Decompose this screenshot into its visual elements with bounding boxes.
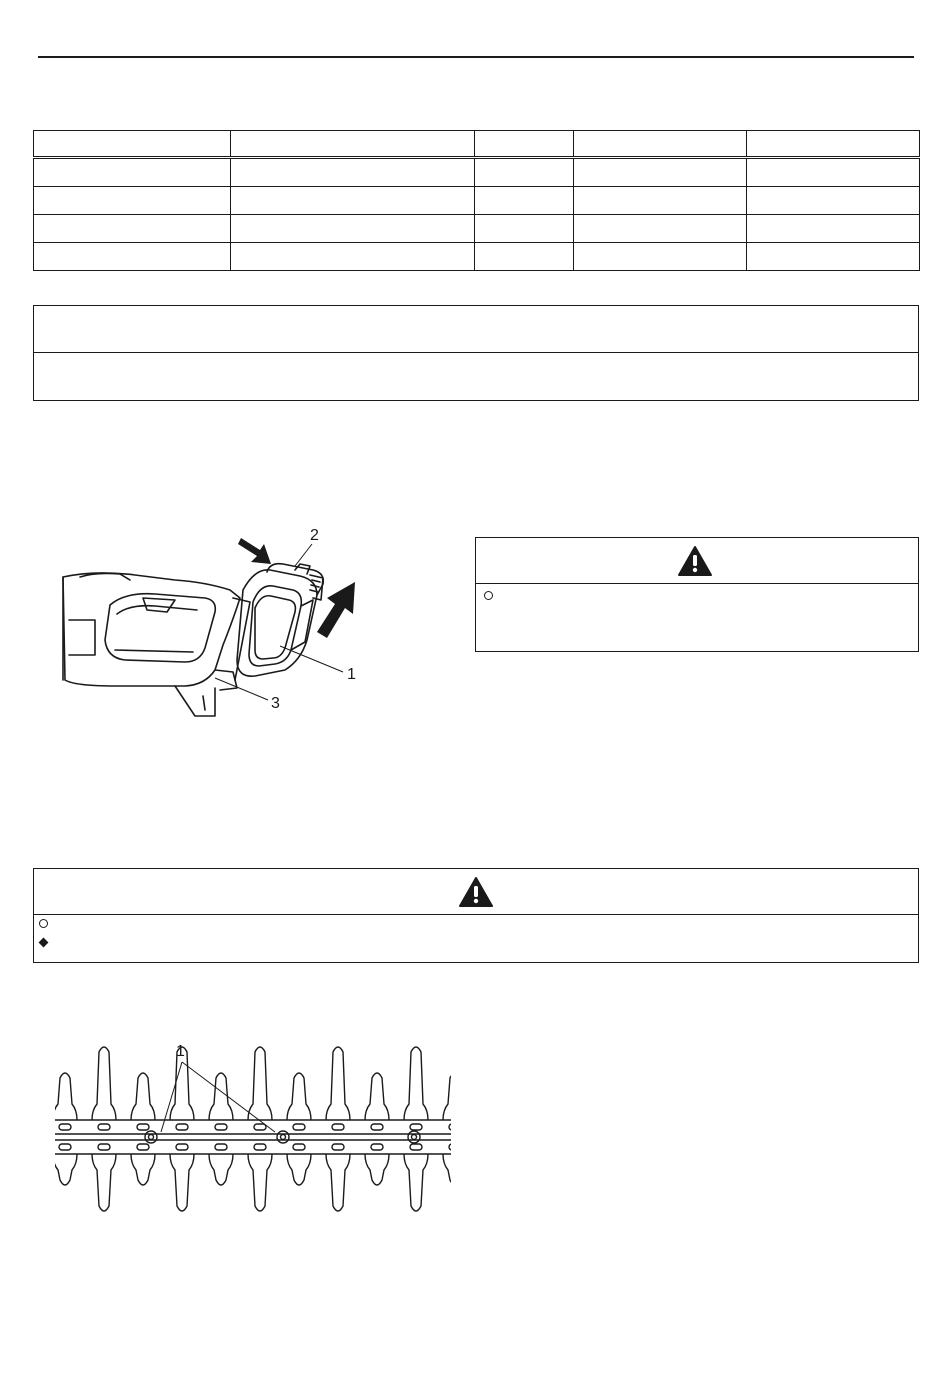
blade-slot — [176, 1144, 188, 1150]
callout-1: 1 — [176, 1043, 185, 1060]
warning-item — [39, 919, 56, 928]
blade-rivet-center — [281, 1135, 286, 1140]
table-cell — [574, 158, 747, 187]
table-cell — [231, 243, 475, 271]
diamond-bullet-icon — [39, 938, 49, 948]
table-cell — [34, 187, 231, 215]
blade-slot — [137, 1144, 149, 1150]
table-cell — [34, 243, 231, 271]
blade-tooth-lower — [443, 1154, 455, 1185]
blade-slot — [332, 1144, 344, 1150]
table-cell — [747, 243, 920, 271]
warning-header — [34, 869, 918, 915]
blade-slot — [254, 1144, 266, 1150]
table-cell — [34, 158, 231, 187]
blade-slot — [410, 1144, 422, 1150]
blade-figure — [55, 1040, 455, 1220]
hedge-blade-illustration — [55, 1040, 455, 1220]
blade-slot — [293, 1124, 305, 1130]
blade-slot — [176, 1124, 188, 1130]
blade-rivet — [277, 1131, 289, 1143]
blade-slot — [449, 1124, 455, 1130]
ring-bullet-icon — [484, 591, 493, 600]
table-cell — [475, 158, 574, 187]
blade-slot — [98, 1144, 110, 1150]
blade-slot — [371, 1124, 383, 1130]
table-cell — [747, 187, 920, 215]
callout-leader-line — [161, 1062, 182, 1132]
blade-tooth-lower — [92, 1154, 116, 1211]
blade-rivet-center — [412, 1135, 417, 1140]
warning-header — [476, 538, 918, 584]
warning-box-wide — [33, 868, 919, 963]
note-divider — [34, 352, 918, 353]
table-cell — [747, 215, 920, 243]
blade-slot — [98, 1124, 110, 1130]
blade-tooth-lower — [170, 1154, 194, 1211]
hedge-trimmer-handle-illustration — [55, 520, 365, 720]
blade-rivet — [408, 1131, 420, 1143]
blade-slot — [59, 1144, 71, 1150]
blade-slot — [449, 1144, 455, 1150]
warning-item — [39, 939, 55, 946]
blade-slot — [293, 1144, 305, 1150]
blade-tooth-upper — [287, 1073, 311, 1120]
table-cell — [231, 158, 475, 187]
table-cell — [574, 215, 747, 243]
table-header-cell — [574, 131, 747, 158]
blade-tooth-lower — [287, 1154, 311, 1185]
blade-tooth-upper — [248, 1047, 272, 1120]
table-row — [34, 243, 920, 271]
callout-2: 2 — [310, 527, 319, 544]
table-row — [34, 215, 920, 243]
blade-tooth-lower — [131, 1154, 155, 1185]
lift-arrow-icon — [317, 582, 355, 638]
blade-slot — [332, 1124, 344, 1130]
note-box — [33, 305, 919, 401]
table-header-cell — [475, 131, 574, 158]
callout-leader-line — [182, 1062, 275, 1132]
blade-tooth-upper — [326, 1047, 350, 1120]
blade-tooth-upper — [92, 1047, 116, 1120]
blade-tooth-lower — [209, 1154, 233, 1185]
blade-tooth-upper — [55, 1073, 77, 1120]
table-header-cell — [747, 131, 920, 158]
battery-removal-figure — [55, 520, 365, 720]
table-cell — [574, 243, 747, 271]
blade-rivet — [145, 1131, 157, 1143]
ring-bullet-icon — [39, 919, 48, 928]
blade-slot — [137, 1124, 149, 1130]
blade-tooth-upper — [209, 1073, 233, 1120]
blade-slot — [410, 1124, 422, 1130]
warning-triangle-icon — [677, 545, 713, 577]
blade-tooth-upper — [365, 1073, 389, 1120]
table-row — [34, 187, 920, 215]
specification-table — [33, 130, 920, 271]
blade-tooth-upper — [443, 1073, 455, 1120]
table-header-row — [34, 131, 920, 158]
header-rule — [38, 56, 914, 58]
blade-tooth-lower — [55, 1154, 77, 1185]
blade-tooth-upper — [131, 1073, 155, 1120]
blade-tooth-lower — [248, 1154, 272, 1211]
blade-tooth-lower — [404, 1154, 428, 1211]
table-cell — [475, 187, 574, 215]
table-cell — [231, 187, 475, 215]
callout-3: 3 — [271, 695, 280, 712]
table-cell — [231, 215, 475, 243]
warning-triangle-icon — [458, 876, 494, 908]
table-cell — [574, 187, 747, 215]
callout-1: 1 — [347, 666, 356, 683]
push-arrow-icon — [238, 538, 271, 564]
blade-slot — [215, 1124, 227, 1130]
blade-slot — [371, 1144, 383, 1150]
blade-tooth-upper — [404, 1047, 428, 1120]
table-cell — [475, 243, 574, 271]
table-cell — [747, 158, 920, 187]
table-cell — [34, 215, 231, 243]
blade-slot — [215, 1144, 227, 1150]
blade-tooth-lower — [326, 1154, 350, 1211]
table-cell — [475, 215, 574, 243]
table-row — [34, 158, 920, 187]
blade-rivet-center — [149, 1135, 154, 1140]
table-header-cell — [34, 131, 231, 158]
warning-item — [484, 591, 501, 600]
table-header-cell — [231, 131, 475, 158]
blade-tooth-lower — [365, 1154, 389, 1185]
blade-slot — [59, 1124, 71, 1130]
blade-slot — [254, 1124, 266, 1130]
warning-box-small — [475, 537, 919, 652]
